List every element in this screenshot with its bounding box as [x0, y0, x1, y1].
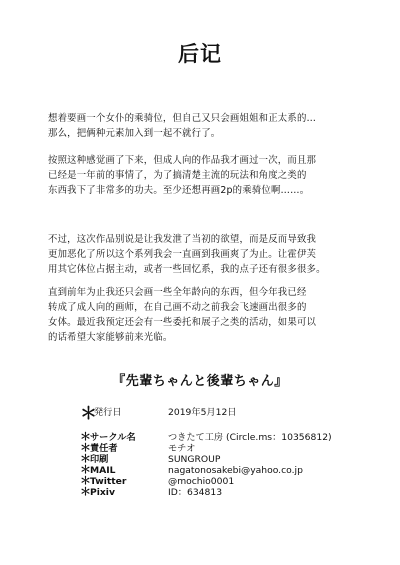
- asterisk-icon: ＊: [80, 463, 91, 476]
- credit-value: モチオ: [168, 443, 196, 454]
- credit-value: nagatonosakebi@yahoo.co.jp: [168, 465, 303, 476]
- credit-label: サークル名: [90, 432, 136, 443]
- credit-label: 印刷: [90, 454, 109, 465]
- asterisk-icon: ＊: [80, 452, 91, 465]
- credit-value: @mochio0001: [168, 476, 235, 487]
- credit-value: SUNGROUP: [168, 454, 221, 465]
- book-title: 『先輩ちゃんと後輩ちゃん』: [112, 374, 288, 389]
- asterisk-icon: ＊: [80, 474, 91, 487]
- credit-value: つきたて工房 (Circle.ms：10356812): [168, 432, 332, 443]
- afterword-title: 后记: [178, 42, 222, 66]
- credits-block: [80, 400, 380, 498]
- asterisk-icon: ＊: [80, 441, 91, 454]
- credit-label: 発行日: [94, 407, 122, 418]
- credit-label: Twitter: [90, 476, 127, 487]
- credit-value: 2019年5月12日: [168, 407, 237, 418]
- asterisk-icon: ＊: [80, 485, 91, 498]
- asterisk-icon: ＊: [80, 403, 97, 424]
- asterisk-icon: ＊: [80, 430, 91, 443]
- credit-label: 責任者: [90, 443, 118, 454]
- credit-row-publish-date: [80, 400, 380, 422]
- paragraph-3: 不过，这次作品别说是让我发泄了当初的欲望，而是反而导致我 更加恶化了所以这个系列我会一直画到我画爽了为止。让霍伊芙 用其它体位占据主动，或者一些回忆系，我的点子还有很多很多。: [48, 234, 326, 275]
- paragraph-4: 直到前年为止我还只会画一些全年龄向的东西，但今年我已经 转成了成人向的画师，在自己画不动之前我会飞速画出很多的 女体。最近我预定还会有一些委托和展子之类的活动，如果可以 的话希望大家能够前来光临。: [48, 287, 317, 343]
- credit-label: Pixiv: [90, 487, 115, 498]
- credit-label: MAIL: [90, 465, 116, 476]
- paragraph-1: 想着要画一个女仆的乘骑位，但自己又只会画姐姐和正太系的… 那么，把俩种元素加入到一起不就行了。: [48, 113, 317, 139]
- credit-value: ID：634813: [168, 487, 223, 498]
- paragraph-2: 按照这种感觉画了下来，但成人向的作品我才画过一次，而且那 已经是一年前的事情了，为了搞清楚主流的玩法和角度之类的 东西我下了非常多的功夫。至少还想再画2p的乘骑位啊……。: [48, 155, 317, 196]
- credit-row-circle: [80, 428, 380, 443]
- credit-row-printing: [80, 450, 380, 465]
